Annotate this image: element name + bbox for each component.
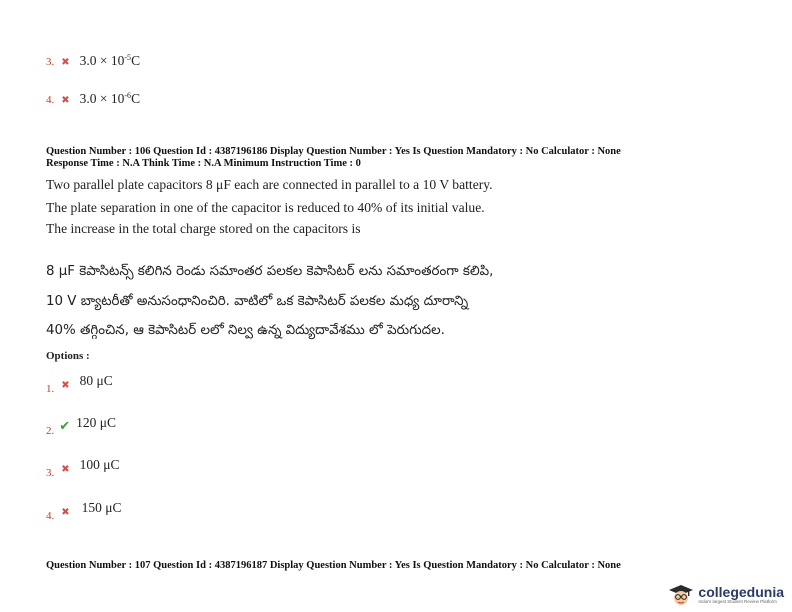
question-text-telugu-3: 40% తగ్గించిన, ఆ కెపాసిటర్ లలో నిల్వ ఉన్న విద్యుదావేశము లో పెరుగుదల. bbox=[46, 323, 445, 338]
logo-wordmark: collegedunia bbox=[698, 584, 784, 601]
cross-icon: ✖ bbox=[61, 380, 70, 391]
option-number: 3. bbox=[46, 467, 55, 479]
option-value: 80 μC bbox=[79, 373, 113, 388]
question-text-english-3: The increase in the total charge stored on the capacitors is bbox=[46, 221, 361, 236]
check-icon: ✔ bbox=[59, 419, 71, 434]
option-3 bbox=[46, 456, 120, 479]
question-text-telugu-2: 10 V బ్యాటరీతో అనుసంధానించిరి. వాటిలో ఒక కెపాసిటర్ పలకల మధ్య దూరాన్ని bbox=[46, 294, 469, 309]
cross-icon: ✖ bbox=[61, 507, 70, 518]
question-text-english-1: Two parallel plate capacitors 8 μF each are connected in parallel to a 10 V battery. bbox=[46, 177, 493, 192]
prev-option-4 bbox=[46, 90, 140, 108]
next-question-meta: Question Number : 107 Question Id : 4387196187 Display Question Number : Yes Is Question Mandatory : No Calculator : None bbox=[46, 560, 621, 571]
prev-option-3 bbox=[46, 52, 140, 70]
question-meta-response: Response Time : N.A Think Time : N.A Minimum Instruction Time : 0 bbox=[46, 158, 361, 169]
cross-icon: ✖ bbox=[61, 464, 70, 475]
logo-tagline: India's largest Student Review Platform bbox=[698, 599, 777, 605]
option-value: 100 μC bbox=[79, 457, 120, 472]
option-1 bbox=[46, 372, 113, 395]
cross-icon: ✖ bbox=[61, 57, 70, 68]
question-meta: Question Number : 106 Question Id : 4387196186 Display Question Number : Yes Is Question Mandatory : No Calculator : None bbox=[46, 146, 621, 157]
option-2 bbox=[46, 414, 117, 437]
option-number: 1. bbox=[46, 383, 55, 395]
option-value: $3.0 \times 10^{-5}C$ bbox=[79, 53, 141, 68]
question-text-english-2: The plate separation in one of the capacitor is reduced to 40% of its initial value. bbox=[46, 200, 485, 215]
option-number: 3. bbox=[46, 56, 55, 68]
cross-icon: ✖ bbox=[61, 95, 70, 106]
graduate-mascot-icon bbox=[668, 584, 694, 606]
options-label: Options : bbox=[46, 350, 90, 362]
option-number: 2. bbox=[46, 425, 55, 437]
collegedunia-logo bbox=[668, 584, 784, 606]
option-value: $3.0 \times 10^{-6}C$ bbox=[79, 91, 141, 106]
option-number: 4. bbox=[46, 94, 55, 106]
option-value: 150 μC bbox=[81, 500, 122, 515]
option-number: 4. bbox=[46, 510, 55, 522]
option-4 bbox=[46, 499, 122, 522]
question-text-telugu-1: 8 μF కెపాసిటన్స్ కలిగిన రెండు సమాంతర పలకల కెపాసిటర్ లను సమాంతరంగా కలిపి, bbox=[46, 264, 494, 279]
option-value: 120 μC bbox=[76, 415, 117, 430]
